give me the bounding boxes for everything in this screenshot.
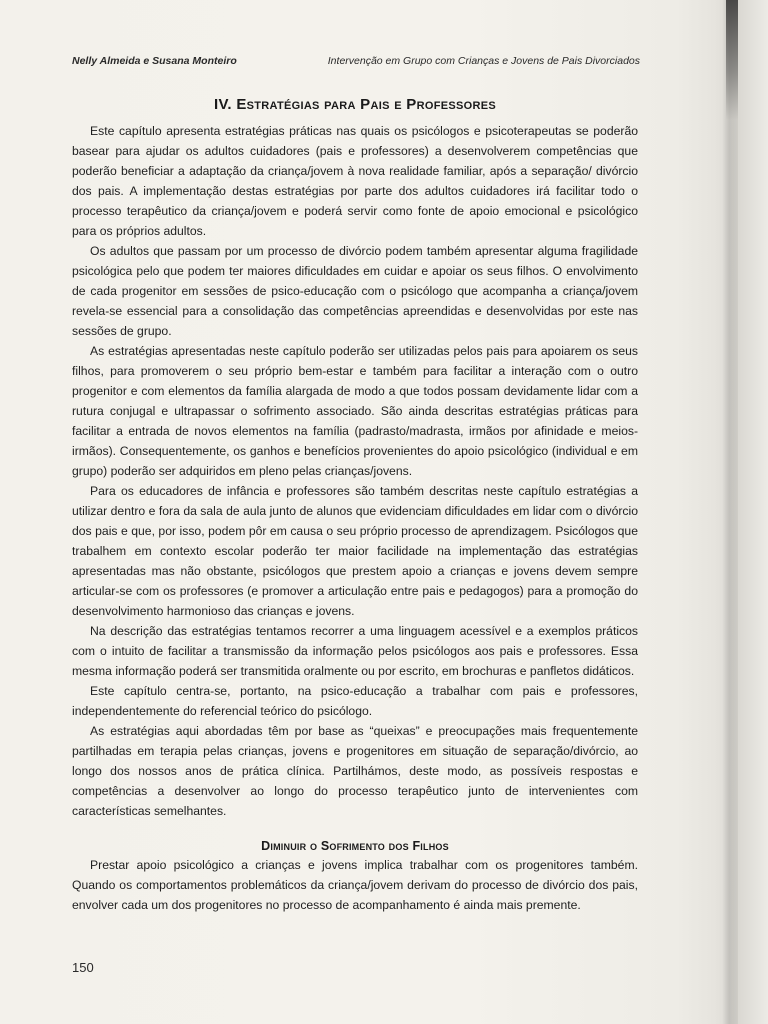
section-paragraph: Prestar apoio psicológico a crianças e jovens implica trabalhar com os progenitores também. Quando os comportamentos problemáticos da criança/jovem derivam do processo de divórcio dos pais, envolver cada um dos progenitores no processo de acompanhamento é ainda mais premente. bbox=[72, 858, 638, 912]
chapter-paragraph: Os adultos que passam por um processo de divórcio podem também apresentar alguma fragilidade psicológica pelo que podem ter maiores dificuldades em cuidar e apoiar os seus filhos. O envolvimento de cada progenitor em sessões de psico-educação com o psicólogo que acompanha a criança/jovem revela-se essencial para a consolidação das competências apreendidas e desenvolvidas por este nas sessões de grupo. bbox=[72, 244, 638, 338]
chapter-paragraph: Este capítulo centra-se, portanto, na psico-educação a trabalhar com pais e professores, independentemente do referencial teórico do psicólogo. bbox=[72, 684, 638, 718]
page-content bbox=[72, 96, 638, 915]
header-book-title: Intervenção em Grupo com Crianças e Jovens de Pais Divorciados bbox=[327, 55, 640, 67]
chapter-paragraph: Na descrição das estratégias tentamos recorrer a uma linguagem acessível e a exemplos práticos com o intuito de facilitar a transmissão da informação pelos psicólogos aos pais e professores. Essa mesma informação poderá ser transmitida oralmente ou por escrito, em brochuras e panfletos didáticos. bbox=[72, 624, 638, 678]
chapter-paragraph: As estratégias apresentadas neste capítulo poderão ser utilizadas pelos pais para apoiarem os seus filhos, para promoverem o seu próprio bem-estar e também para facilitar a interação com o outro progenitor e com elementos da família alargada de modo a que todos possam devidamente lidar com a rutura conjugal e ultrapassar o sofrimento associado. São ainda descritas estratégias práticas para facilitar a entrada de novos elementos na família (padrasto/madrasta, irmãos por afinidade e meios-irmãos). Consequentemente, os ganhos e benefícios provenientes do apoio psicológico (individual e em grupo) poderão ser adquiridos em pleno pelas crianças/jovens. bbox=[72, 344, 638, 478]
header-authors: Nelly Almeida e Susana Monteiro bbox=[72, 55, 237, 67]
chapter-paragraph: Este capítulo apresenta estratégias práticas nas quais os psicólogos e psicoterapeutas se poderão basear para ajudar os adultos cuidadores (pais e professores) a desenvolverem competências que poderão beneficiar a adaptação da criança/jovem à nova realidade familiar, após a separação/ divórcio dos pais. A implementação destas estratégias por parte dos adultos cuidadores irá facilitar todo o processo terapêutico da criança/jovem e poderá servir como fonte de apoio emocional e psicológico para os próprios adultos. bbox=[72, 124, 638, 238]
chapter-paragraph: As estratégias aqui abordadas têm por base as “queixas” e preocupações mais frequentemente partilhadas em terapia pelas crianças, jovens e progenitores em situação de separação/divórcio, ao longo dos nossos anos de prática clínica. Partilhámos, deste modo, as possíveis respostas e competências a desenvolver ao longo do processo terapêutico junto de intervenientes com características semelhantes. bbox=[72, 724, 638, 818]
running-header bbox=[72, 51, 640, 71]
chapter-title: IV. Estratégias para Pais e Professores bbox=[213, 96, 497, 113]
page-binding-edge bbox=[726, 0, 738, 120]
section-title: Diminuir o Sofrimento dos Filhos bbox=[261, 839, 449, 853]
page-binding-shadow bbox=[722, 0, 738, 1024]
page-number: 150 bbox=[72, 960, 94, 975]
chapter-paragraph: Para os educadores de infância e professores são também descritas neste capítulo estratégias a utilizar dentro e fora da sala de aula junto de alunos que evidenciam dificuldades em lidar com o divórcio dos pais e que, por isso, podem pôr em causa o seu próprio processo de aprendizagem. Psicólogos que trabalhem em contexto escolar poderão ter maior facilidade na implementação das estratégias apresentadas mas não obstante, psicólogos que prestem apoio a crianças e jovens devem sempre articular-se com os professores (e promover a articulação entre pais e pedagogos) para a promoção do desenvolvimento harmonioso das crianças e jovens. bbox=[72, 484, 638, 618]
